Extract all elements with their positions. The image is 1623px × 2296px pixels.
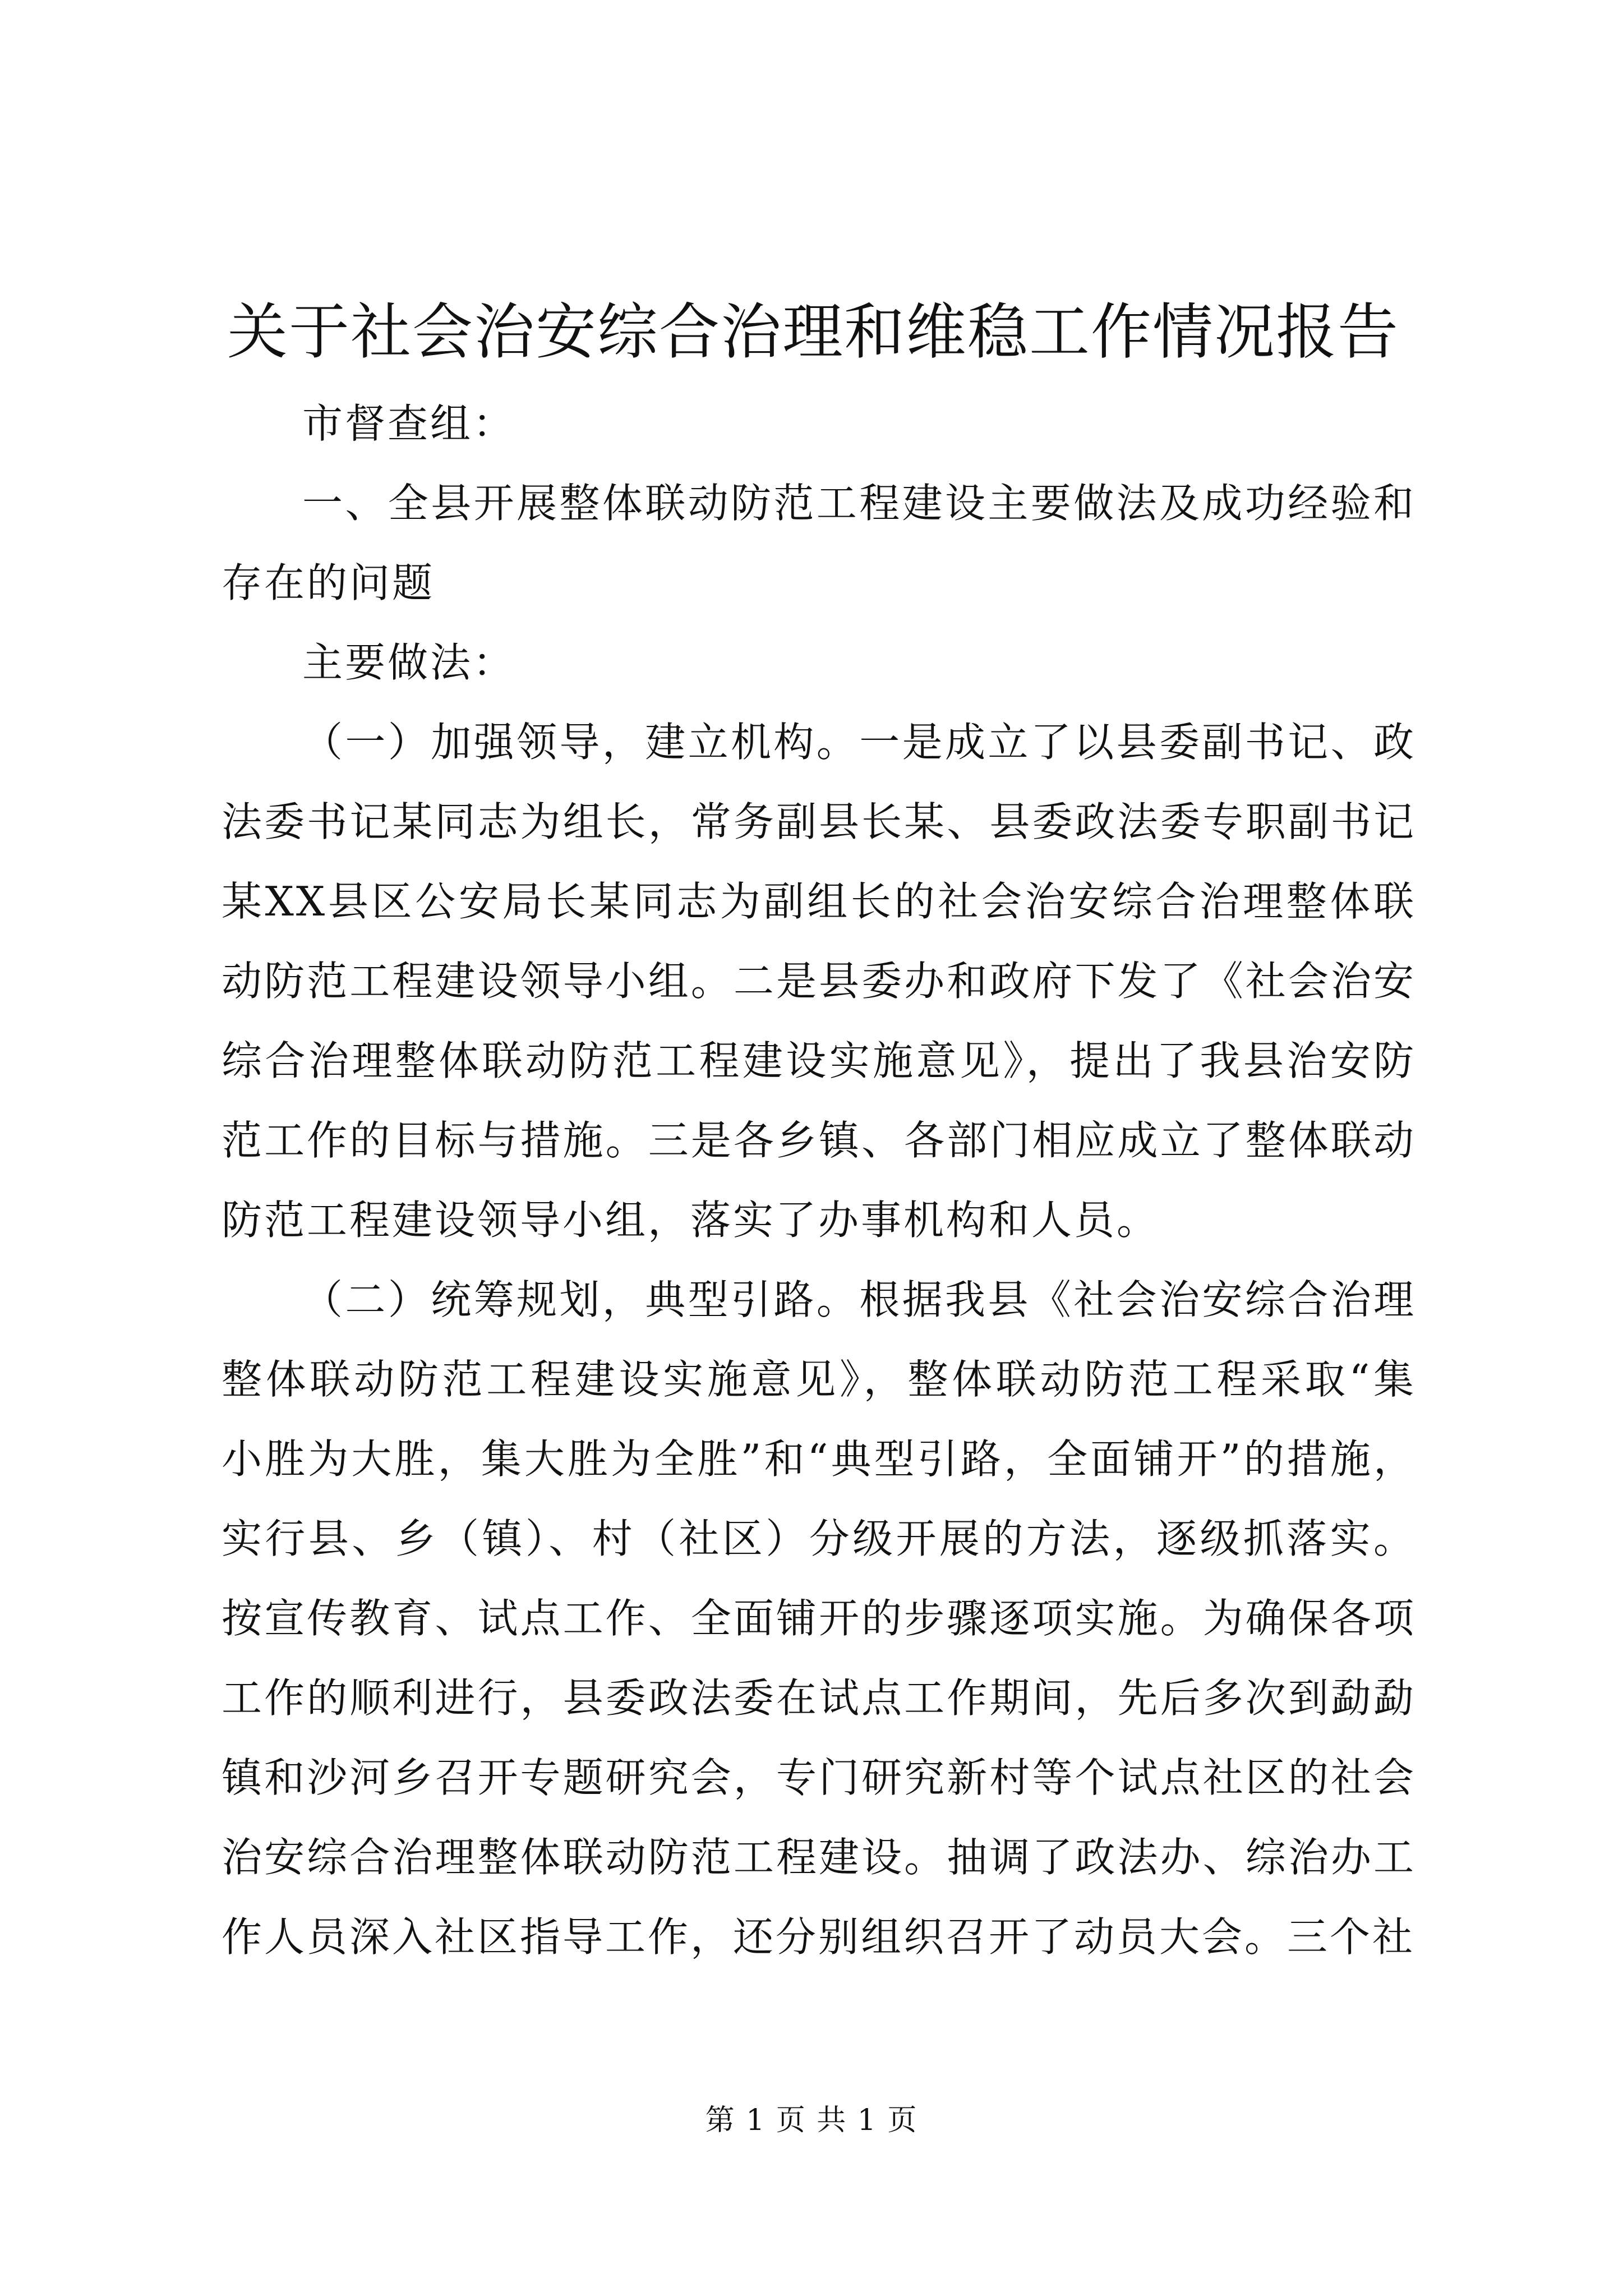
page-footer: 第 1 页 共 1 页 (705, 2104, 918, 2137)
paragraph-2: （二）统筹规划，典型引路。根据我县《社会治安综合治理整体联动防范工程建设实施意见》，整体联动防范工程采取“集小胜为大胜，集大胜为全胜”和“典型引路，全面铺开”的措施，实行县、乡（镇）、村（社区）分级开展的方法，逐级抓落实。按宣传教育、试点工作、全面铺开的步骤逐项实施。为确保各项工作的顺利进行，县委政法委在试点工作期间，先后多次到勐勐镇和沙河乡召开专题研究会，专门研究新村等个试点社区的社会治安综合治理整体联动防范工程建设。抽调了政法办、综治办工作人员深入社区指导工作，还分别组织召开了动员大会。三个社 (222, 1276, 1416, 1961)
document-body (222, 384, 1416, 1977)
paragraph-1: （一）加强领导，建立机构。一是成立了以县委副书记、政法委书记某同志为组长，常务副县长某、县委政法委专职副书记某XX县区公安局长某同志为副组长的社会治安综合治理整体联动防范工程建设领导小组。二是县委办和政府下发了《社会治安综合治理整体联动防范工程建设实施意见》，提出了我县治安防范工作的目标与措施。三是各乡镇、各部门相应成立了整体联动防范工程建设领导小组，落实了办事机构和人员。 (222, 719, 1416, 1244)
salutation: 市督查组： (302, 400, 516, 447)
subheading-main-practices: 主要做法： (302, 639, 516, 686)
document-title: 关于社会治安综合治理和维稳工作情况报告 (227, 297, 1399, 367)
section-heading-1: 一、全县开展整体联动防范工程建设主要做法及成功经验和存在的问题 (222, 480, 1416, 606)
